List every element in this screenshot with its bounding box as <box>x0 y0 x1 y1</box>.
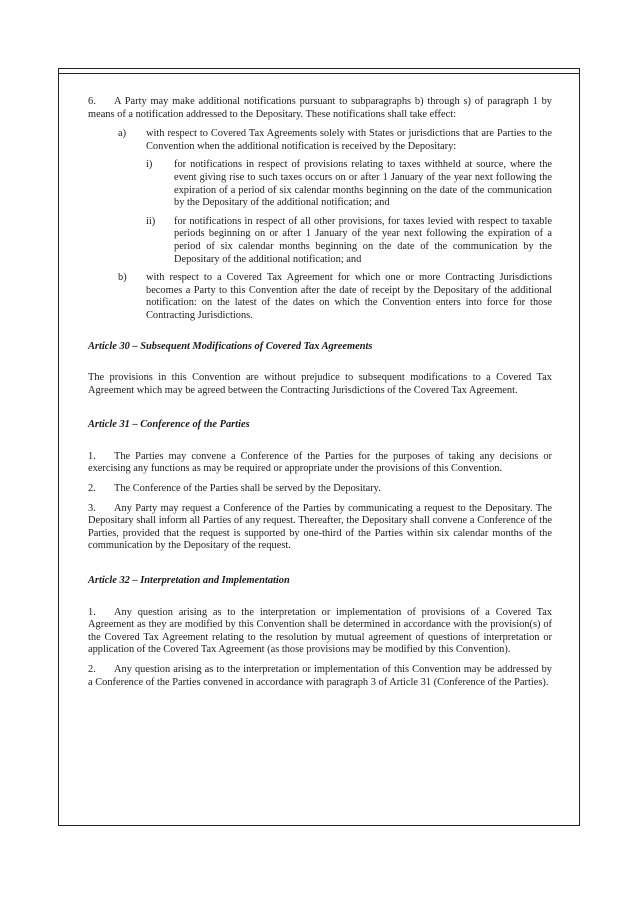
para-number: 6. <box>88 96 96 107</box>
document-body <box>88 96 552 696</box>
item-label: a) <box>118 128 127 140</box>
para-number: 1. <box>88 606 96 618</box>
art32-para1 <box>88 607 552 657</box>
para-number: 1. <box>88 450 96 462</box>
art32-heading: Article 32 – Interpretation and Implementation <box>88 575 290 587</box>
art29-para6-item-b <box>88 272 552 322</box>
art30-heading: Article 30 – Subsequent Modifications of Covered Tax Agreements <box>88 340 373 352</box>
art29-para6-item-a <box>88 128 552 153</box>
para-text: Any Party may request a Conference of the Parties by communicating a request to the Depositary. The Depositary shall inform all Parties of any request. Thereafter, the Depositary shall convene a Conference of the Parties, provided that the request is supported by one-third of the Parties within six calendar months of the communication by the Depositary of the request. <box>88 502 552 552</box>
art31-para2 <box>88 483 552 496</box>
item-text: for notifications in respect of provisions relating to taxes withheld at source, where the event giving rise to such taxes occurs on or after 1 January of the year next following the expiration of a period of six calendar months beginning on the date of the communication by the Depositary of the additional notification; and <box>174 159 552 209</box>
item-text: with respect to Covered Tax Agreements solely with States or jurisdictions that are Parties to the Convention when the additional notification is received by the Depositary: <box>146 128 552 152</box>
top-rule <box>58 73 580 74</box>
para-text: Any question arising as to the interpretation or implementation of this Convention may be addressed by a Conference of the Parties convened in accordance with paragraph 3 of Article 31 (Conference of the Parties). <box>88 664 552 688</box>
para-text: The Conference of the Parties shall be served by the Depositary. <box>114 483 381 495</box>
art29-para6 <box>88 96 552 121</box>
para-text: A Party may make additional notifications pursuant to subparagraphs b) through s) of paragraph 1 by means of a notification addressed to the Depositary. These notifications shall take effect: <box>88 96 552 120</box>
para-text: The Parties may convene a Conference of the Parties for the purposes of taking any decisions or exercising any functions as may be required or appropriate under the provisions of this Convention. <box>88 450 552 475</box>
item-text: with respect to a Covered Tax Agreement for which one or more Contracting Jurisdictions becomes a Party to this Convention after the date of receipt by the Depositary of the additional notification: on the latest of the dates on which the Convention enters into force for those Contracting Jurisdictions. <box>146 272 552 321</box>
para-number: 2. <box>88 483 96 495</box>
item-label: b) <box>118 272 127 284</box>
para-text: Any question arising as to the interpretation or implementation of provisions of a Covered Tax Agreement as they are modified by this Convention shall be determined in accordance with the provision(s) of the Covered Tax Agreement relating to the resolution by mutual agreement of questions of interpretation or application of the Covered Tax Agreement (as those provisions may be modified by this Convention). <box>88 606 552 656</box>
para-number: 3. <box>88 502 96 514</box>
art31-heading: Article 31 – Conference of the Parties <box>88 419 250 431</box>
item-text: for notifications in respect of all other provisions, for taxes levied with respect to taxable periods beginning on or after 1 January of the year next following the expiration of a period of six calendar months beginning on the date of the communication by the Depositary of the additional notification; and <box>174 215 552 265</box>
art31-para3 <box>88 503 552 553</box>
item-label: i) <box>146 159 153 171</box>
art31-para1 <box>88 451 552 476</box>
art29-para6-item-a-ii <box>88 216 552 266</box>
art32-para2 <box>88 664 552 689</box>
art30-text: The provisions in this Convention are without prejudice to subsequent modifications to a Covered Tax Agreement which may be agreed between the Contracting Jurisdictions of the Covered Tax Agreement. <box>88 372 552 396</box>
para-number: 2. <box>88 664 96 675</box>
art29-para6-item-a-i <box>88 159 552 209</box>
item-label: ii) <box>146 215 156 227</box>
